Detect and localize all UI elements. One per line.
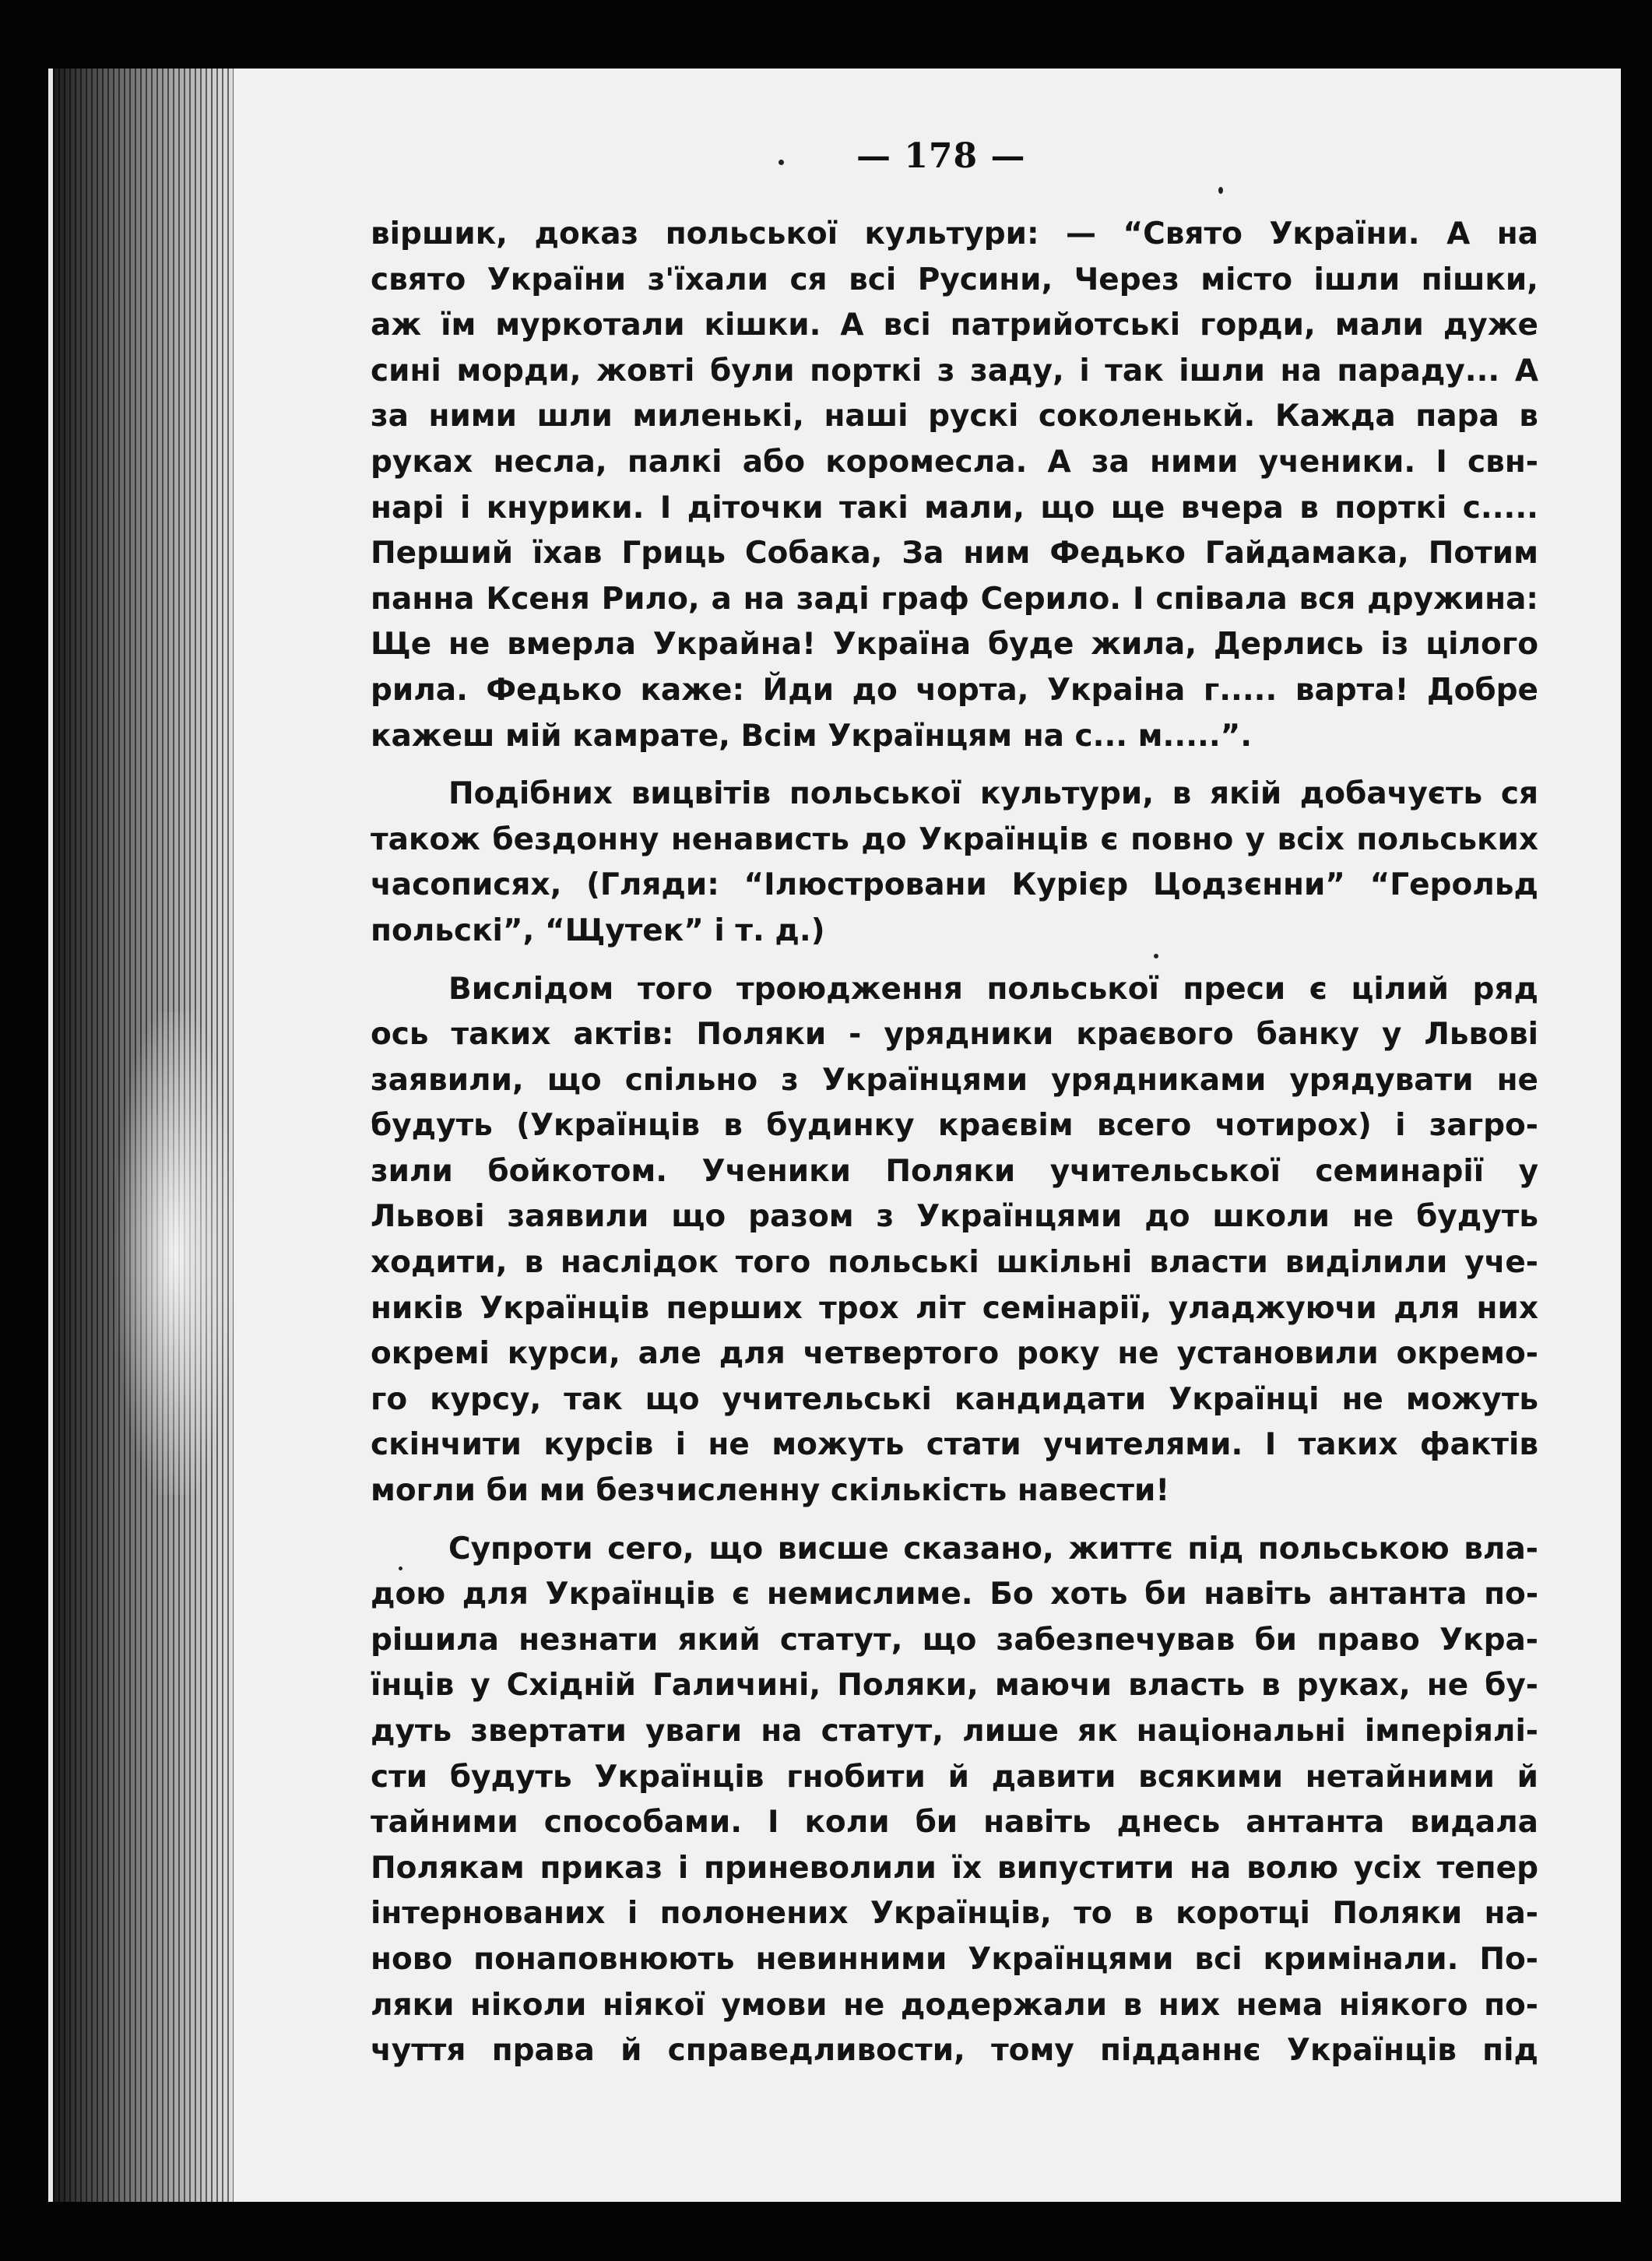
text-line: панна Ксеня Рило, а на заді граф Серило. І співала вся дружина: (371, 581, 1538, 617)
text-line: рішила незнати який статут, що забезпечував би право Укра- (371, 1622, 1538, 1658)
text-line: польскі”, “Щутек” і т. д.) (371, 912, 825, 948)
paragraph-1 (371, 212, 1538, 759)
text-line: ось таких актів: Поляки - урядники краєвого банку у Львові (371, 1017, 1538, 1053)
text-line: їнців у Східній Галичині, Поляки, маючи власть в руках, не бу- (371, 1668, 1538, 1704)
paragraph-gap (371, 1514, 1538, 1527)
text-line: чуття права й справедливости, тому підданнє Українців під (371, 2033, 1538, 2069)
text-line: Вислідом того троюдження польської преси є цілий ряд (448, 971, 1538, 1007)
text-line: свято України з'їхали ся всі Русини, Через місто ішли пішки, (371, 262, 1538, 297)
text-line: нарі і кнурики. І діточки такі мали, що ще вчера в порткі с..... (371, 490, 1538, 526)
text-line: окремі курси, але для четвертого року не установили окремо- (371, 1336, 1538, 1372)
text-line: скінчити курсів і не можуть стати учителями. І таких фактів (371, 1427, 1538, 1463)
text-line: дою для Українців є немислиме. Бо хоть би навіть антанта по- (371, 1577, 1538, 1612)
text-line: Супроти сего, що висше сказано, життє під польською вла- (448, 1531, 1538, 1567)
text-line: також бездонну ненависть до Українців є повно у всіх польських (371, 821, 1538, 857)
text-line: рила. Федько каже: Йди до чорта, Украіна г..... варта! Добре (371, 672, 1538, 708)
scan-speck (779, 160, 784, 165)
text-line: віршик, доказ польської культури: — “Свято України. А на (371, 216, 1538, 251)
text-line: Ще не вмерла Украйна! Україна буде жила, Дерлись із цілого (371, 627, 1538, 663)
text-line: дуть звертати уваги на статут, лише як національні імперіялі- (371, 1714, 1538, 1749)
text-line: ходити, в наслідок того польські шкільні власти виділили уче- (371, 1245, 1538, 1281)
text-line: за ними шли миленькі, наші рускі соколенькй. Кажда пара в (371, 399, 1538, 434)
text-line: кажеш мій камрате, Всім Українцям на с... м.....”. (371, 718, 1253, 754)
text-line: Подібних вицвітів польської культури, в якій добачуєть ся (448, 776, 1538, 812)
text-line: будуть (Українців в будинку краєвім всего чотирох) і загро- (371, 1108, 1538, 1144)
text-line: Перший їхав Гриць Собака, За ним Федько Гайдамака, Потим (371, 536, 1538, 571)
scan-speck (1218, 187, 1223, 194)
text-line: Полякам приказ і приневолили їх випустити на волю усіх тепер (371, 1850, 1538, 1886)
text-line: інтернованих і полонених Українців, то в коротці Поляки на- (371, 1896, 1538, 1932)
paragraph-4 (371, 1527, 1538, 2074)
text-line: аж їм муркотали кішки. А всі патрийотські горди, мали дуже (371, 308, 1538, 343)
body-text (371, 212, 1538, 2074)
text-line: ново понаповнюють невинними Українцями всі кримінали. По- (371, 1941, 1538, 1977)
text-line: ляки ніколи ніякої умови не додержали в них нема ніякого по- (371, 1987, 1538, 2023)
paragraph-gap (371, 759, 1538, 772)
spine-light-blot (117, 1012, 234, 1495)
text-line: Львові заявили що разом з Українцями до школи не будуть (371, 1199, 1538, 1235)
text-line: тайними способами. І коли би навіть днесь антанта видала (371, 1805, 1538, 1841)
paragraph-2 (371, 772, 1538, 954)
text-line: ників Українців перших трох літ семінарії, уладжуючи для них (371, 1290, 1538, 1326)
text-line: сині морди, жовті були порткі з заду, і так ішли на параду... А (371, 353, 1538, 389)
text-line: заявили, що спільно з Українцями урядниками урядувати не (371, 1062, 1538, 1098)
text-line: могли би ми безчисленну скількість навести! (371, 1473, 1170, 1509)
paragraph-3 (371, 967, 1538, 1514)
text-line: руках несла, палкі або коромесла. А за ними ученики. І свн- (371, 444, 1538, 480)
paragraph-gap (371, 955, 1538, 967)
text-line: часописях, (Гляди: “Ілюстровани Курієр Цодзєнни” “Герольд (371, 867, 1538, 903)
page-number: — 178 — (856, 136, 1026, 176)
text-line: зили бойкотом. Ученики Поляки учительської семинарії у (371, 1153, 1538, 1189)
text-line: сти будуть Українців гнобити й давити всякими нетайними й (371, 1759, 1538, 1795)
text-line: го курсу, так що учительські кандидати Українці не можуть (371, 1381, 1538, 1417)
